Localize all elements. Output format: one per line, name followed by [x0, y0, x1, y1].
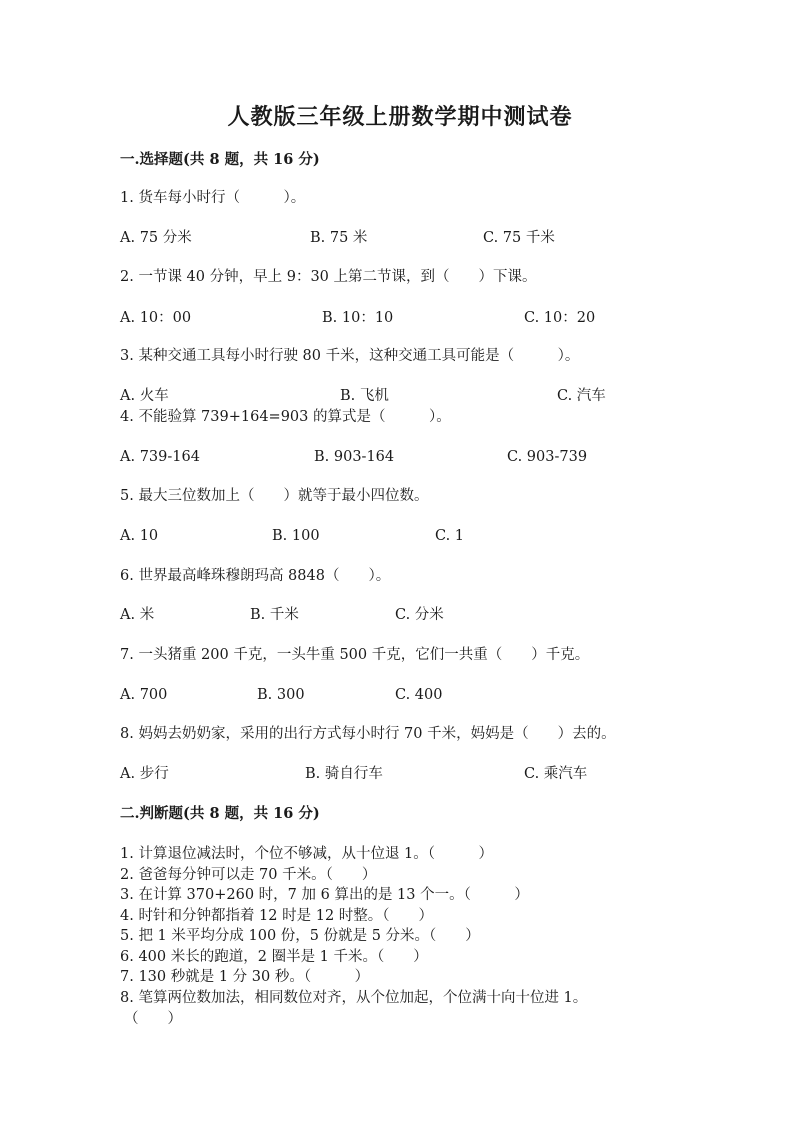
q8-option-a: A. 步行	[120, 766, 169, 782]
q7-option-c: C. 400	[395, 687, 443, 703]
question-8: 8. 妈妈去奶奶家，采用的出行方式每小时行 70 千米，妈妈是（ ）去的。	[120, 726, 616, 742]
q5-option-b: B. 100	[272, 528, 320, 544]
q8-option-c: C. 乘汽车	[524, 766, 588, 782]
judgment-item-8-blank: （ ）	[124, 1011, 182, 1027]
section-heading-judgment: 二.判断题(共 8 题，共 16 分)	[120, 805, 320, 822]
q2-option-a: A. 10：00	[120, 310, 192, 326]
question-3: 3. 某种交通工具每小时行驶 80 千米，这种交通工具可能是（ ）。	[120, 348, 580, 364]
judgment-item-3: 3. 在计算 370+260 时，7 加 6 算出的是 13 个一。（ ）	[120, 887, 529, 903]
q6-option-a: A. 米	[120, 607, 155, 623]
q8-option-b: B. 骑自行车	[305, 766, 383, 782]
judgment-item-7: 7. 130 秒就是 1 分 30 秒。（ ）	[120, 969, 370, 985]
q1-option-b: B. 75 米	[310, 230, 368, 246]
q6-option-c: C. 分米	[395, 607, 444, 623]
section-heading-choice: 一.选择题(共 8 题，共 16 分)	[120, 151, 320, 168]
question-4: 4. 不能验算 739+164=903 的算式是（ ）。	[120, 409, 451, 425]
judgment-item-5: 5. 把 1 米平均分成 100 份，5 份就是 5 分米。（ ）	[120, 928, 480, 944]
q1-option-c: C. 75 千米	[483, 230, 555, 246]
judgment-item-1: 1. 计算退位减法时，个位不够减，从十位退 1。（ ）	[120, 846, 494, 862]
page-title: 人教版三年级上册数学期中测试卷	[227, 104, 573, 130]
question-1: 1. 货车每小时行（ ）。	[120, 190, 306, 206]
q4-option-b: B. 903-164	[314, 449, 395, 465]
q6-option-b: B. 千米	[250, 607, 299, 623]
q7-option-b: B. 300	[257, 687, 305, 703]
question-5: 5. 最大三位数加上（ ）就等于最小四位数。	[120, 488, 429, 504]
question-7: 7. 一头猪重 200 千克，一头牛重 500 千克，它们一共重（ ）千克。	[120, 647, 590, 663]
q5-option-a: A. 10	[120, 528, 159, 544]
judgment-item-6: 6. 400 米长的跑道，2 圈半是 1 千米。（ ）	[120, 949, 428, 965]
q3-option-c: C. 汽车	[557, 388, 606, 404]
q2-option-c: C. 10：20	[524, 310, 596, 326]
q7-option-a: A. 700	[120, 687, 168, 703]
q5-option-c: C. 1	[435, 528, 465, 544]
q4-option-a: A. 739-164	[120, 449, 200, 465]
question-6: 6. 世界最高峰珠穆朗玛高 8848（ ）。	[120, 568, 391, 584]
q3-option-b: B. 飞机	[340, 388, 389, 404]
judgment-item-2: 2. 爸爸每分钟可以走 70 千米。（ ）	[120, 867, 377, 883]
q3-option-a: A. 火车	[120, 388, 169, 404]
judgment-item-4: 4. 时针和分钟都指着 12 时是 12 时整。（ ）	[120, 908, 434, 924]
question-2: 2. 一节课 40 分钟，早上 9：30 上第二节课，到（ ）下课。	[120, 269, 537, 285]
q2-option-b: B. 10：10	[322, 310, 394, 326]
judgment-item-8: 8. 笔算两位数加法，相同数位对齐，从个位加起，个位满十向十位进 1。	[120, 990, 588, 1006]
q4-option-c: C. 903-739	[507, 449, 588, 465]
q1-option-a: A. 75 分米	[120, 230, 192, 246]
